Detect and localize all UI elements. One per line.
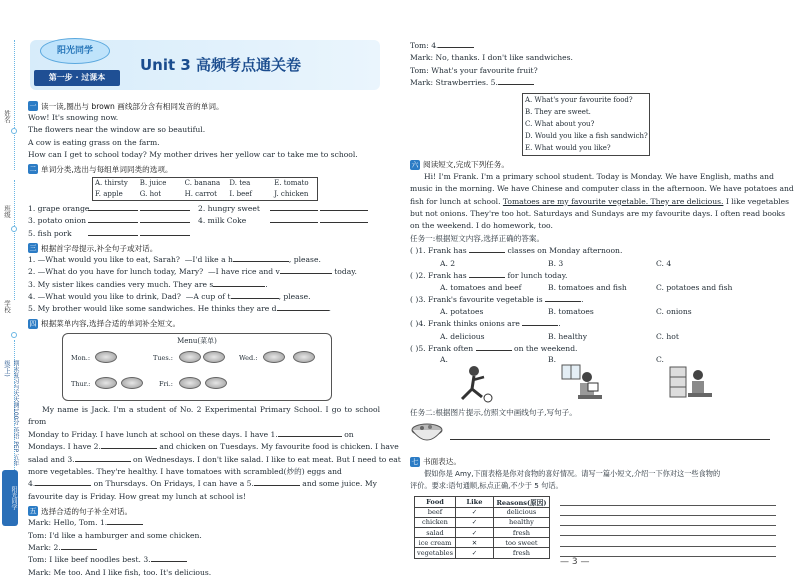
s3-text: 5. My brother would like some sandwiches. He thinks they are d — [28, 304, 277, 314]
word-option: H. carrot — [184, 190, 217, 199]
word-option: C. banana — [184, 179, 221, 188]
s1-sentence: How can I get to school today? My mother drives her yellow car to take me to school. — [28, 149, 358, 159]
s1-sentence: A cow is eating grass on the farm. — [28, 137, 160, 147]
s3-text: , please. — [278, 291, 311, 301]
s2-question: 2. hungry sweet — [198, 204, 260, 214]
s3-question — [28, 254, 380, 266]
s6-passage — [410, 171, 782, 184]
s3-text: —A cup of t — [185, 291, 231, 301]
table-row — [415, 517, 550, 527]
answer-blank[interactable] — [35, 478, 91, 486]
answer-blank[interactable] — [107, 517, 143, 525]
mcq-text: classes on Monday afternoon. — [505, 246, 623, 256]
mcq-text: . — [558, 319, 561, 329]
mcq-options — [440, 282, 782, 294]
mcq-stem — [410, 245, 782, 257]
table-cell: healthy — [493, 517, 549, 527]
s3-text: 4. —What would you like to drink, Dad? — [28, 291, 181, 301]
section-title: 单词分类,选出与每组单词同类的选项。 — [41, 164, 173, 174]
answer-blank[interactable] — [88, 215, 138, 223]
passage-line — [410, 196, 789, 208]
s1-sentence: The flowers near the window are so beautiful. — [28, 125, 206, 135]
mcq-option[interactable]: B. tomatoes and fish — [548, 283, 627, 293]
s3-text: today. — [331, 267, 357, 277]
writing-area — [410, 496, 782, 559]
table-cell: beef — [415, 507, 456, 517]
mcq-text: ( )3. Frank's favourite vegetable is — [410, 295, 543, 305]
s3-question — [28, 291, 380, 303]
s2-question: 5. fish pork — [28, 228, 72, 238]
s2-question: 1. grape orange — [28, 204, 90, 214]
answer-blank[interactable] — [476, 343, 512, 351]
answer-line[interactable] — [560, 547, 776, 557]
table-cell: fresh — [493, 528, 549, 538]
dialogue-line: Tom: What's your favourite fruit? — [410, 65, 538, 75]
mcq-option[interactable]: B. 3 — [548, 258, 564, 268]
table-row — [415, 538, 550, 548]
answer-blank[interactable] — [101, 441, 157, 449]
s3-question — [28, 279, 380, 291]
section-number: 四 — [29, 319, 37, 328]
right-column — [410, 40, 794, 559]
mcq-option[interactable]: B. healthy — [548, 331, 587, 341]
food-plate-icon — [263, 351, 285, 363]
s4-line — [28, 478, 380, 490]
s3-text: . — [328, 304, 331, 314]
task-instruction: 任务二:根据图片提示,仿照文中画线句子,写句子。 — [410, 408, 577, 418]
section-number: 三 — [29, 244, 37, 253]
dialogue-line — [410, 40, 782, 52]
table-header: Reasons(原因) — [493, 496, 549, 507]
table-cell: ✓ — [455, 507, 493, 517]
dialogue-option: C. What about you? — [525, 120, 595, 129]
section-7-header — [410, 456, 782, 468]
s4-text: and some juice. My — [299, 479, 377, 489]
word-option: A. thirsty — [95, 179, 128, 188]
s4-line: favourite day is Friday. How great my lunch at school is! — [28, 491, 246, 501]
mcq-option[interactable]: A. delicious — [440, 331, 485, 341]
s2-question-row — [28, 215, 380, 227]
s4-text: on Wednesdays. I don't like salad. I like to eat meat. But I need to eat — [130, 454, 401, 464]
food-plate-icon — [203, 351, 225, 363]
s3-text: 2. —What do you have for lunch today, Mary? — [28, 267, 204, 277]
instruction-line: 假如你是 Amy,下面表格是你对食物的喜好情况。请写一篇小短文,介绍一下你对这一些食物的 — [424, 468, 721, 478]
s1-sentence: Wow! It's snowing now. — [28, 113, 119, 122]
section-title: 根据菜单内容,选择合适的单词补全短文。 — [41, 319, 181, 329]
do-homework-picture-icon — [668, 363, 714, 403]
table-cell: vegetables — [415, 548, 456, 558]
table-row — [415, 507, 550, 517]
mcq-option[interactable]: C. onions — [656, 307, 692, 317]
mcq-text: ( )5. Frank often — [410, 343, 474, 353]
menu-title: Menu(菜单) — [177, 336, 217, 345]
dialogue-text: Tom: 4. — [410, 41, 439, 50]
mcq-option[interactable]: C. potatoes and fish — [656, 283, 733, 293]
mcq-options — [440, 258, 782, 270]
s7-instruction — [410, 468, 782, 481]
mcq-text: ( )1. Frank has — [410, 246, 467, 256]
s4-line — [28, 454, 401, 466]
mcq-option[interactable]: C. 4 — [656, 258, 672, 268]
s3-text: —I'd like a h — [184, 255, 233, 265]
dialogue-line: Mark: Me too. And I like fish, too. It's delicious. — [28, 567, 212, 577]
s4-line — [28, 441, 399, 453]
page-number: — 3 — — [560, 557, 590, 567]
section-5-header — [28, 505, 380, 517]
s3-question — [28, 266, 380, 278]
s4-text: and chicken on Tuesdays. My favourite food is chicken. I have — [156, 442, 399, 452]
s4-text: salad and 3. — [28, 454, 75, 464]
s4-text: 4. — [28, 479, 36, 489]
section-1-header — [28, 100, 380, 112]
answer-line[interactable] — [560, 506, 776, 516]
answer-blank[interactable] — [280, 266, 332, 274]
mcq-option[interactable]: A. potatoes — [440, 307, 484, 317]
mcq-option[interactable]: A. 2 — [440, 258, 456, 268]
mcq-picture-options — [440, 355, 782, 407]
food-plate-icon — [179, 377, 201, 389]
answer-blank[interactable] — [88, 228, 138, 236]
mcq-text: . — [581, 295, 584, 305]
section-title: 根据首字母提示,补全句子或对话。 — [41, 243, 158, 253]
mcq-options — [440, 331, 782, 343]
answer-line[interactable] — [450, 432, 770, 440]
answer-blank[interactable] — [469, 245, 505, 253]
answer-blank[interactable] — [320, 215, 368, 223]
s3-question — [28, 303, 380, 315]
mcq-stem — [410, 343, 782, 355]
table-cell: ice cream — [415, 538, 456, 548]
mcq-text: for lunch today. — [505, 270, 568, 280]
table-cell: delicious — [493, 507, 549, 517]
read-book-picture-icon — [560, 363, 606, 403]
dialogue-text: Tom: I like beef noodles best. 3. — [28, 555, 151, 565]
dialogue-line — [28, 542, 380, 554]
answer-blank[interactable] — [61, 542, 97, 550]
section-title: 选择合适的句子补全对话。 — [41, 506, 133, 516]
unit-banner — [30, 40, 380, 90]
menu-day-fri: Fri.: — [159, 379, 173, 388]
s2-question-row — [28, 228, 380, 240]
word-option: F. apple — [95, 190, 123, 199]
section-number: 七 — [411, 457, 419, 466]
mcq-stem — [410, 294, 782, 306]
dialogue-line — [410, 77, 782, 89]
section-4-header — [28, 318, 380, 330]
word-option: E. tomato — [274, 179, 309, 188]
answer-blank[interactable] — [140, 215, 190, 223]
answer-blank[interactable] — [270, 215, 318, 223]
table-row — [415, 548, 550, 558]
s4-text: Monday to Friday. I have lunch at school on these days. I have 1. — [28, 429, 278, 439]
section-title: 读一读,圈出与 brown 画线部分含有相同发音的单词。 — [41, 101, 224, 111]
passage-line: music in the morning. We have Chinese and computer class in the afternoon. We have potatoes and — [410, 184, 794, 194]
food-plate-icon — [95, 351, 117, 363]
menu-day-tues: Tues.: — [153, 353, 173, 362]
task-instruction: 任务一:根据短文内容,选择正确的答案。 — [410, 233, 545, 243]
answer-blank[interactable] — [278, 429, 342, 437]
s3-text: —I have rice and v — [208, 267, 280, 277]
mcq-stem — [410, 270, 782, 282]
answer-blank[interactable] — [88, 203, 138, 211]
section-3-header — [28, 242, 380, 254]
dialogue-option: A. What's your favourite food? — [525, 95, 633, 104]
dialogue-text: Mark: Hello, Tom. 1. — [28, 518, 108, 528]
section-number: 五 — [29, 507, 37, 516]
s4-line: My name is Jack. I'm a student of No. 2 Experimental Primary School. I go to school from — [28, 404, 380, 427]
s4-paragraph — [28, 404, 380, 429]
word-options-box — [92, 177, 318, 201]
answer-blank[interactable] — [438, 40, 474, 48]
menu-day-wed: Wed.: — [239, 353, 258, 362]
table-cell: ✓ — [455, 548, 493, 558]
food-plate-icon — [293, 351, 315, 363]
page-title: Unit 3 高频考点通关卷 — [140, 56, 302, 74]
s3-text: . — [265, 279, 268, 289]
binding-line — [14, 40, 15, 170]
answer-blank[interactable] — [140, 203, 190, 211]
task2-answer-area — [410, 420, 782, 454]
food-preference-table — [414, 496, 550, 559]
table-cell: salad — [415, 528, 456, 538]
dialogue-line — [28, 517, 380, 529]
answer-blank[interactable] — [140, 228, 190, 236]
answer-blank[interactable] — [231, 291, 279, 299]
answer-blank[interactable] — [320, 203, 368, 211]
mcq-text: on the weekend. — [511, 343, 578, 353]
mcq-option[interactable]: B. tomatoes — [548, 307, 594, 317]
field-class-label: 班级 — [3, 205, 11, 218]
passage-line: but not onions. They're too hot. Saturdays and Sundays are my favourite days. I often read books — [410, 209, 786, 219]
answer-blank[interactable] — [498, 77, 534, 85]
answer-blank[interactable] — [545, 294, 584, 305]
s4-line: more vegetables. They're healthy. I have tomatoes with scrambled(炒的) eggs and — [28, 466, 342, 476]
picture-option-label[interactable]: C. — [656, 355, 664, 365]
sunshine-logo: 阳光同学 — [40, 38, 110, 64]
word-option: J. chicken — [274, 190, 309, 199]
table-cell: too sweet — [493, 538, 549, 548]
food-plate-icon — [95, 377, 117, 389]
step-label: 第一步 · 过课本 — [34, 70, 120, 86]
table-cell: ✓ — [455, 528, 493, 538]
mcq-option[interactable]: C. hot — [656, 331, 679, 341]
table-row — [415, 528, 550, 538]
s2-question: 4. milk Coke — [198, 216, 247, 226]
food-plate-icon — [205, 377, 227, 389]
s4-text: on — [341, 429, 354, 439]
answer-line[interactable] — [560, 526, 776, 536]
field-school-label: 学校 — [3, 300, 11, 313]
dialogue-option: B. They are sweet. — [525, 107, 591, 116]
underlined-sentence: Tomatoes are my favourite vegetable. They are delicious. — [502, 196, 724, 206]
picture-option-label[interactable]: A. — [440, 355, 448, 365]
section-6-header — [410, 159, 782, 171]
binding-line — [14, 180, 15, 300]
s2-question: 3. potato onion — [28, 216, 87, 226]
dialogue-option: E. What would you like? — [525, 144, 611, 153]
table-cell: chicken — [415, 517, 456, 527]
lunch-menu — [62, 333, 332, 401]
mcq-options — [440, 306, 782, 318]
binding-hole — [11, 226, 17, 232]
table-cell: ✓ — [455, 517, 493, 527]
passage-line: Hi! I'm Frank. I'm a primary school student. Today is Monday. We have English, maths and — [424, 171, 774, 181]
s3-text: 1. —What would you like to eat, Sarah? — [28, 255, 180, 265]
answer-blank[interactable] — [254, 478, 300, 486]
answer-blank[interactable] — [213, 279, 268, 289]
s4-text: on Thursdays. On Fridays, I can have a 5. — [91, 479, 254, 489]
table-header: Food — [415, 496, 456, 507]
table-header-row — [415, 496, 550, 507]
answer-blank[interactable] — [233, 254, 289, 262]
word-option: D. tea — [229, 179, 251, 188]
picture-option-label[interactable]: B. — [548, 355, 556, 365]
word-option: G. hot — [139, 190, 162, 199]
section-number: 一 — [29, 102, 37, 110]
s2-question-row — [28, 203, 380, 215]
dialogue-line: Tom: I'd like a hamburger and some chicken. — [28, 530, 202, 540]
binding-hole — [11, 332, 17, 338]
table-cell: ✕ — [455, 538, 493, 548]
table-cell: fresh — [493, 548, 549, 558]
mcq-text: ( )2. Frank has — [410, 270, 467, 280]
dialogue-option: D. Would you like a fish sandwich? — [525, 132, 648, 141]
left-column — [28, 98, 401, 579]
answer-blank[interactable] — [75, 454, 131, 462]
s3-text: 3. My sister likes candies very much. They are s — [28, 279, 214, 289]
binding-hole — [11, 128, 17, 134]
table-header: Like — [455, 496, 493, 507]
word-option: B. juice — [139, 179, 167, 188]
s4-line — [28, 429, 380, 441]
passage-text: I like vegetables — [723, 196, 789, 206]
answer-blank[interactable] — [277, 303, 331, 314]
dialogue-line: Mark: No, thanks. I don't like sandwiches. — [410, 53, 573, 63]
answer-line[interactable] — [560, 516, 776, 526]
answer-line[interactable] — [560, 536, 776, 546]
section-title: 阅读短文,完成下列任务。 — [423, 160, 509, 170]
s4-text: Mondays. I have 2. — [28, 442, 101, 452]
passage-text: fish for lunch at school. — [410, 196, 501, 206]
section-number: 六 — [411, 160, 419, 169]
food-plate-icon — [121, 377, 143, 389]
binding-sidebar — [0, 0, 22, 572]
word-option: I. beef — [229, 190, 252, 199]
answer-blank[interactable] — [151, 554, 187, 562]
mcq-text: ( )4. Frank thinks onions are — [410, 319, 520, 329]
section-number: 二 — [29, 165, 37, 174]
passage-line: on the weekend. I do homework, too. — [410, 221, 553, 231]
dialogue-line — [28, 554, 380, 566]
menu-day-thur: Thur.: — [71, 379, 91, 388]
instruction-line: 评价。要求:语句通顺,标点正确,不少于 5 句话。 — [410, 481, 563, 491]
answer-blank[interactable] — [270, 203, 318, 211]
section-2-header — [28, 163, 380, 175]
mcq-stem — [410, 318, 782, 330]
play-football-picture-icon — [452, 363, 496, 403]
menu-day-mon: Mon.: — [71, 353, 91, 362]
salad-bowl-picture-icon — [410, 420, 444, 446]
dialogue-text: Mark: Strawberries. 5. — [410, 78, 498, 88]
answer-blank[interactable] — [522, 318, 561, 329]
dialogue-text: Mark: 2. — [28, 543, 61, 552]
mcq-option[interactable]: A. tomatoes and beef — [440, 283, 522, 293]
field-name-label: 姓名 — [3, 110, 11, 123]
writing-lines — [550, 496, 776, 559]
dialogue-options-box — [522, 93, 650, 156]
s3-text: , please. — [288, 255, 321, 265]
answer-line[interactable] — [560, 496, 776, 506]
section-title: 书面表达。 — [423, 457, 461, 467]
answer-blank[interactable] — [469, 270, 505, 278]
food-plate-icon — [179, 351, 201, 363]
book-name: 期末复习与天天测100分 英语 PEP 五年级(上) — [3, 360, 19, 467]
brand-logo: 阳光同学 — [2, 470, 18, 526]
